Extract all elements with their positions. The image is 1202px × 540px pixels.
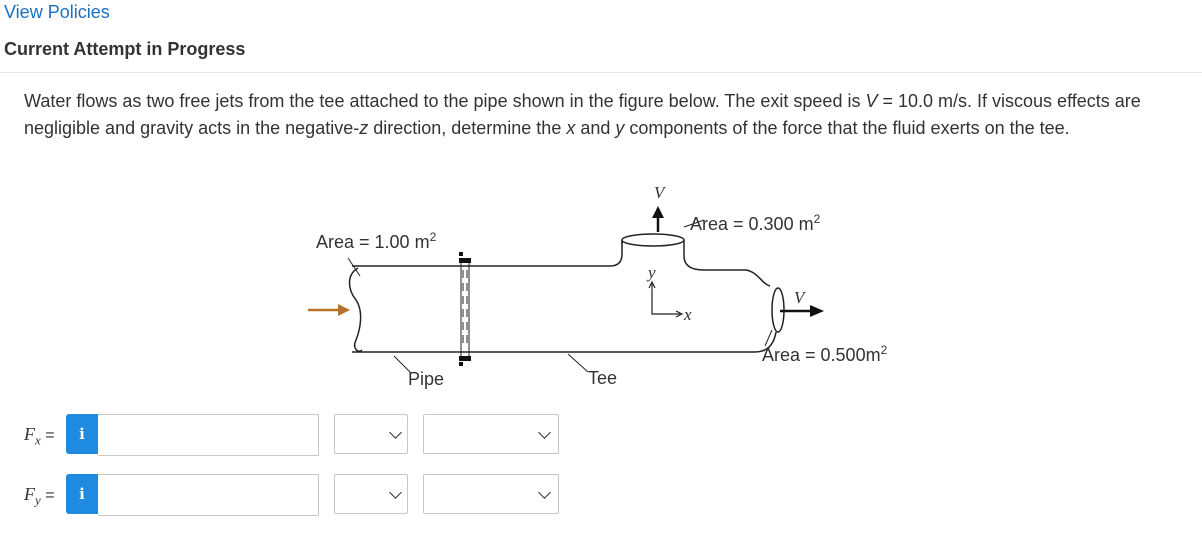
fy-unit-select[interactable] <box>334 474 408 514</box>
fx-unit-select[interactable] <box>334 414 408 454</box>
fx-value-input[interactable] <box>98 414 319 456</box>
pipe-tee-figure <box>300 180 920 390</box>
inlet-flow-arrow <box>308 304 350 316</box>
top-outlet <box>622 234 684 246</box>
fx-info-button[interactable] <box>66 414 98 454</box>
fx-extra-select[interactable] <box>423 414 559 454</box>
axis-y-label: y <box>648 263 656 282</box>
inlet-end <box>350 268 363 351</box>
fy-value-input[interactable] <box>98 474 319 516</box>
fy-label: $F_y$ = <box>24 484 55 508</box>
axis-symbol <box>649 282 682 317</box>
area-side-label: Area = $0.500m^2$ <box>762 343 888 365</box>
fy-extra-select[interactable] <box>423 474 559 514</box>
attempt-heading: Current Attempt in Progress <box>4 39 246 59</box>
pipe-label: Pipe <box>408 369 445 389</box>
area-top-label: Area = 0.300 $m^2$ <box>690 212 821 234</box>
top-jet-arrow <box>652 206 664 232</box>
answer-row-fy <box>0 474 600 516</box>
fy-info-button[interactable] <box>66 474 98 514</box>
info-icon: i <box>79 485 85 503</box>
chevron-down-icon <box>389 426 402 439</box>
area-inlet-label: Area = 1.00 $m^2$ <box>316 230 437 252</box>
axis-x-label: x <box>684 305 692 324</box>
side-velocity-label: V <box>794 288 805 307</box>
question-text: Water flows as two free jets from the tee attached to the pipe shown in the figure below. The exit speed is V = 10.0 m/s. If viscous effects are negligible and gravity acts in the negative-z direction, determine the x and y components of the force that the fluid exerts on the tee. <box>24 91 1141 138</box>
chevron-down-icon <box>538 426 551 439</box>
top-velocity-label: V <box>654 183 665 202</box>
view-policies-link[interactable]: View Policies <box>4 2 110 22</box>
info-icon: i <box>79 425 85 443</box>
divider <box>0 72 1202 73</box>
answer-row-fx <box>0 414 600 456</box>
chevron-down-icon <box>389 486 402 499</box>
tee-label: Tee <box>588 368 618 388</box>
chevron-down-icon <box>538 486 551 499</box>
fx-label: $F_x$ = <box>24 424 55 448</box>
